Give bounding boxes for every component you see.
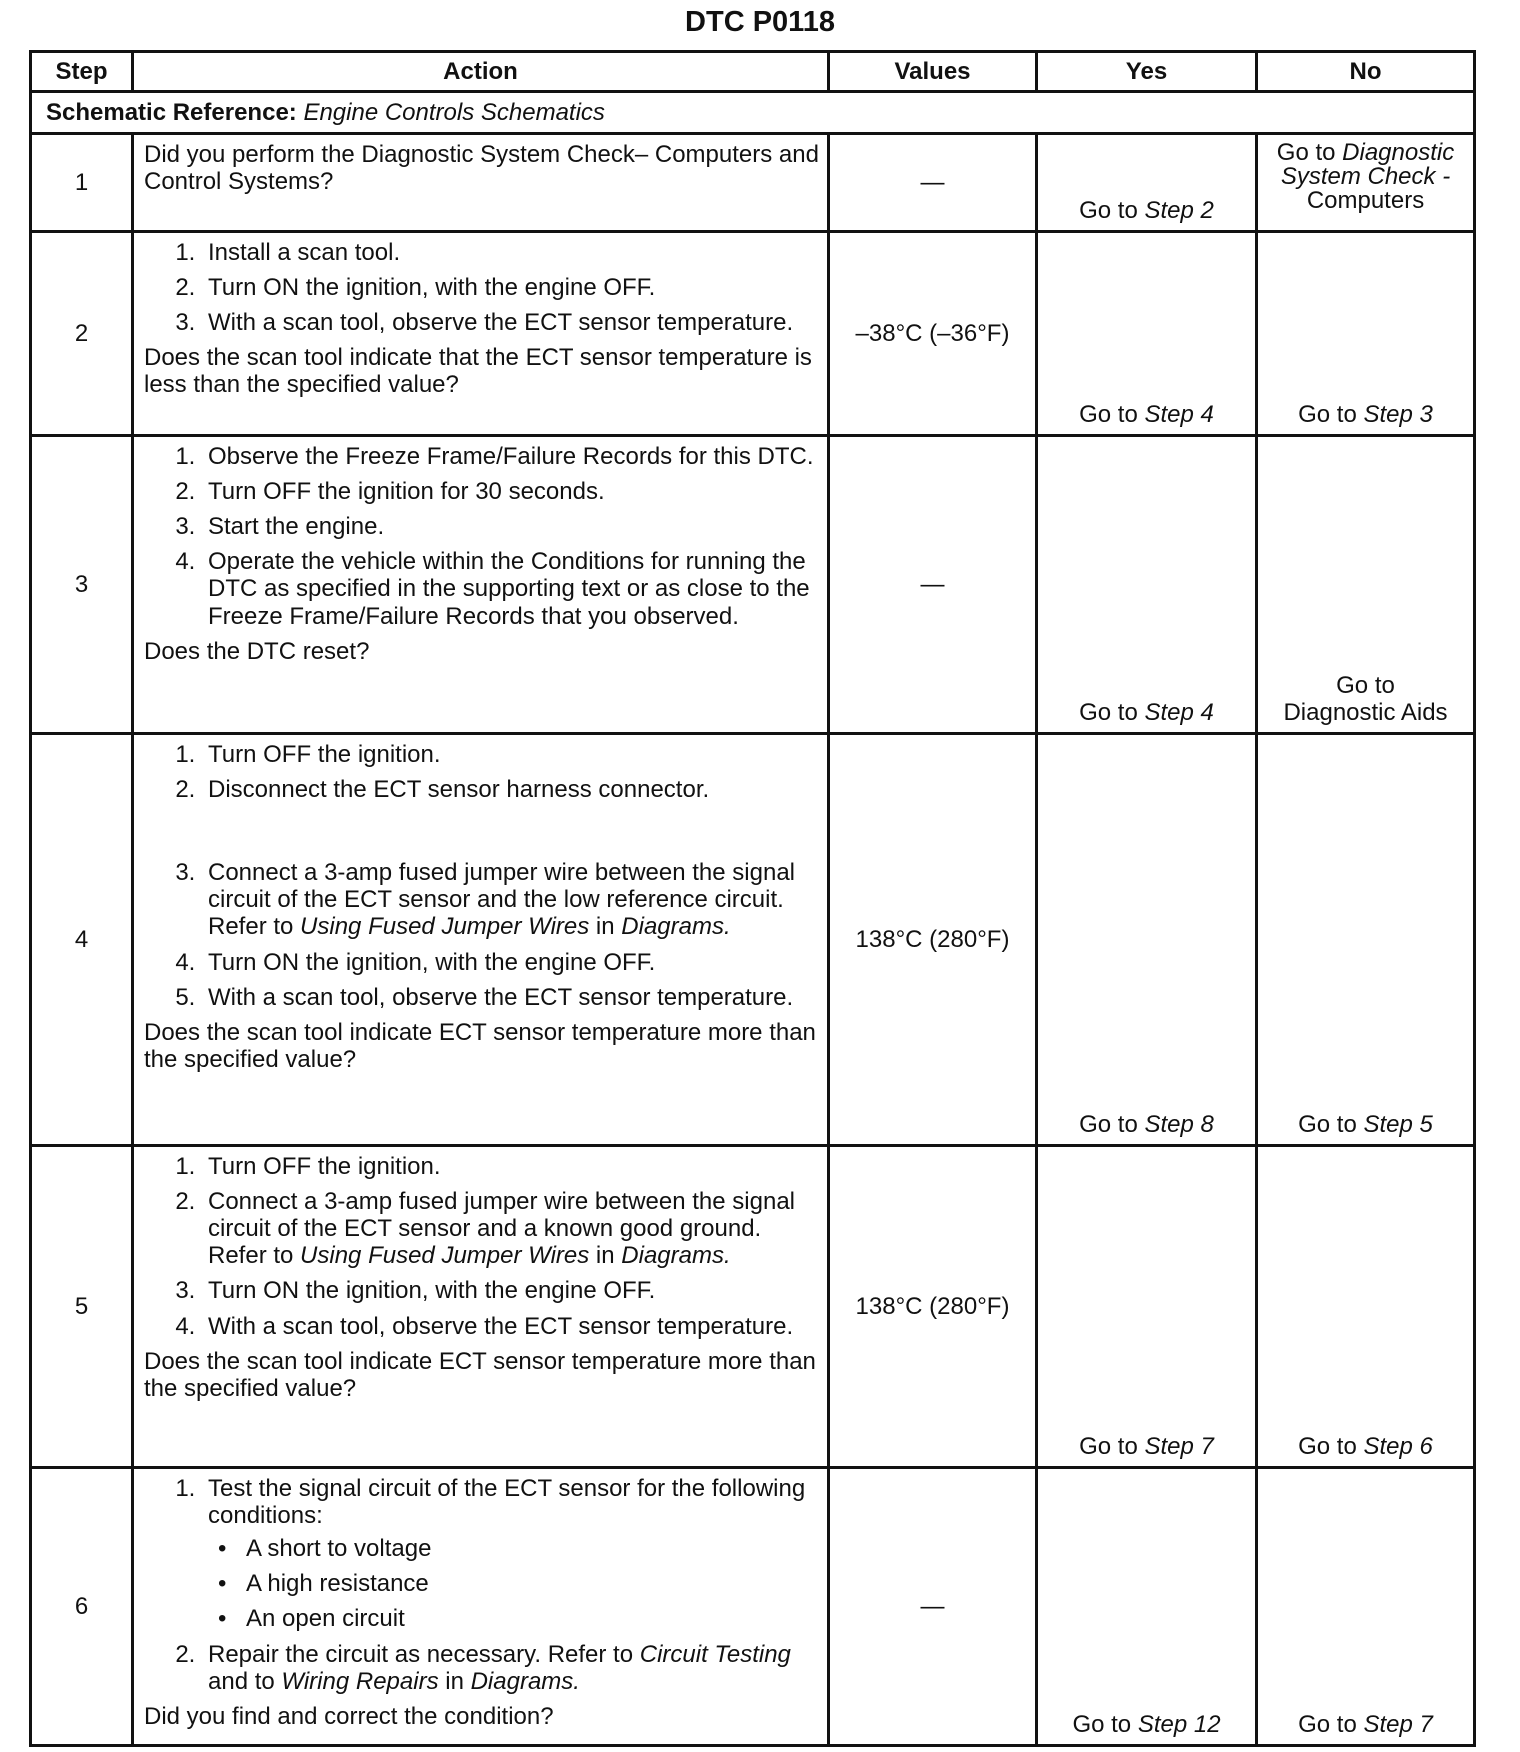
step-number: 2 bbox=[31, 232, 133, 436]
action-step: 2. Turn ON the ignition, with the engine OFF. bbox=[202, 274, 819, 301]
yes-prefix: Go to bbox=[1079, 400, 1145, 428]
no-target-link[interactable]: Step 7 bbox=[1363, 1710, 1433, 1738]
value-cell: 138°C (280°F) bbox=[829, 1146, 1037, 1468]
condition-item: • A short to voltage bbox=[240, 1535, 819, 1562]
no-target-link[interactable]: Step 3 bbox=[1363, 400, 1433, 428]
no-target-link[interactable]: Diagnostic System Check - bbox=[1280, 139, 1455, 190]
action-step-text: Connect a 3-amp fused jumper wire between the signal circuit of the ECT sensor and a known good ground. Refer to bbox=[208, 1188, 795, 1270]
table-row bbox=[31, 1146, 1475, 1468]
action-step: 2. Disconnect the ECT sensor harness connector. bbox=[202, 776, 819, 803]
action-step: 3. Turn ON the ignition, with the engine OFF. bbox=[202, 1277, 819, 1304]
action-cell bbox=[133, 436, 829, 734]
yes-target-link[interactable]: Step 7 bbox=[1144, 1432, 1214, 1460]
action-step: 1. Turn OFF the ignition. bbox=[202, 1153, 819, 1180]
table-row bbox=[31, 734, 1475, 1146]
no-prefix: Go to bbox=[1298, 1432, 1364, 1460]
step-number: 1 bbox=[31, 134, 133, 232]
action-step bbox=[202, 1641, 819, 1695]
action-step: 1. Install a scan tool. bbox=[202, 239, 819, 266]
yes-cell[interactable] bbox=[1037, 232, 1257, 436]
reference-link[interactable]: Wiring Repairs bbox=[281, 1667, 439, 1695]
yes-cell[interactable] bbox=[1037, 1468, 1257, 1746]
yes-prefix: Go to bbox=[1079, 1432, 1145, 1460]
value-cell: — bbox=[829, 436, 1037, 734]
action-step bbox=[202, 1188, 819, 1269]
reference-link[interactable]: Using Fused Jumper Wires bbox=[300, 913, 590, 941]
action-steps bbox=[144, 1153, 819, 1340]
action-steps bbox=[144, 1475, 819, 1695]
action-step-text: in bbox=[589, 913, 622, 941]
header-yes: Yes bbox=[1037, 52, 1257, 92]
no-cell[interactable] bbox=[1257, 134, 1475, 232]
action-question: Does the scan tool indicate that the ECT sensor temperature is less than the specified value? bbox=[144, 344, 812, 399]
action-step: 1. Turn OFF the ignition. bbox=[202, 741, 819, 768]
diagnostic-table bbox=[29, 50, 1476, 1747]
condition-list bbox=[208, 1535, 819, 1632]
step-number: 4 bbox=[31, 734, 133, 1146]
header-no: No bbox=[1257, 52, 1475, 92]
yes-target-link[interactable]: Step 8 bbox=[1144, 1110, 1214, 1138]
no-target-link[interactable]: Step 5 bbox=[1363, 1110, 1433, 1138]
action-steps bbox=[144, 443, 819, 630]
yes-prefix: Go to bbox=[1079, 1110, 1145, 1138]
no-prefix: Go to bbox=[1298, 1710, 1364, 1738]
yes-prefix: Go to bbox=[1072, 1710, 1138, 1738]
no-prefix: Go to bbox=[1336, 671, 1395, 699]
action-cell bbox=[133, 134, 829, 232]
header-values: Values bbox=[829, 52, 1037, 92]
page-title: DTC P0118 bbox=[685, 6, 835, 38]
yes-cell[interactable] bbox=[1037, 134, 1257, 232]
action-step: 4. Operate the vehicle within the Conditions for running the DTC as specified in the supporting text or as close to the Freeze Frame/Failure Records that you observed. bbox=[202, 548, 819, 629]
table-row bbox=[31, 232, 1475, 436]
action-question: Does the DTC reset? bbox=[144, 637, 370, 665]
no-cell[interactable] bbox=[1257, 232, 1475, 436]
table-row bbox=[31, 436, 1475, 734]
no-prefix: Go to bbox=[1298, 400, 1364, 428]
yes-target-link[interactable]: Step 12 bbox=[1137, 1710, 1221, 1738]
action-step-text: Repair the circuit as necessary. Refer to bbox=[208, 1640, 640, 1668]
yes-target-link[interactable]: Step 4 bbox=[1144, 400, 1214, 428]
action-cell bbox=[133, 734, 829, 1146]
action-step-text: in bbox=[589, 1242, 622, 1270]
yes-target-link[interactable]: Step 2 bbox=[1144, 196, 1214, 224]
action-question: Did you find and correct the condition? bbox=[144, 1702, 554, 1730]
step-number: 5 bbox=[31, 1146, 133, 1468]
no-suffix: Computers bbox=[1306, 187, 1425, 214]
action-step-text: and to bbox=[208, 1667, 282, 1695]
action-step: 1. Observe the Freeze Frame/Failure Records for this DTC. bbox=[202, 443, 819, 470]
no-prefix: Go to bbox=[1276, 139, 1343, 166]
table-header-row bbox=[31, 52, 1475, 92]
no-target-link[interactable]: Step 6 bbox=[1363, 1432, 1433, 1460]
action-step: 4. With a scan tool, observe the ECT sensor temperature. bbox=[202, 1313, 819, 1340]
value-cell: 138°C (280°F) bbox=[829, 734, 1037, 1146]
no-cell[interactable] bbox=[1257, 436, 1475, 734]
header-action: Action bbox=[133, 52, 829, 92]
yes-cell[interactable] bbox=[1037, 1146, 1257, 1468]
action-question: Does the scan tool indicate ECT sensor temperature more than the specified value? bbox=[144, 1018, 816, 1073]
action-step bbox=[202, 859, 819, 940]
table-row bbox=[31, 134, 1475, 232]
reference-link[interactable]: Diagrams. bbox=[621, 1242, 731, 1270]
action-step-text: Test the signal circuit of the ECT sensor for the following conditions: bbox=[208, 1475, 806, 1530]
action-question: Does the scan tool indicate ECT sensor temperature more than the specified value? bbox=[144, 1347, 816, 1402]
action-step: 5. With a scan tool, observe the ECT sensor temperature. bbox=[202, 984, 819, 1011]
reference-link[interactable]: Diagrams. bbox=[621, 913, 731, 941]
yes-prefix: Go to bbox=[1079, 698, 1145, 726]
action-question: Did you perform the Diagnostic System Check– Computers and Control Systems? bbox=[144, 141, 819, 196]
no-target-link[interactable]: Diagnostic Aids bbox=[1283, 698, 1448, 726]
value-cell: — bbox=[829, 1468, 1037, 1746]
schematic-reference-label: Schematic Reference: bbox=[46, 98, 297, 126]
step-number: 6 bbox=[31, 1468, 133, 1746]
yes-target-link[interactable]: Step 4 bbox=[1144, 698, 1214, 726]
no-cell[interactable] bbox=[1257, 734, 1475, 1146]
no-cell[interactable] bbox=[1257, 1468, 1475, 1746]
action-step bbox=[202, 1475, 819, 1633]
reference-link[interactable]: Circuit Testing bbox=[639, 1640, 791, 1668]
yes-prefix: Go to bbox=[1079, 196, 1145, 224]
header-step: Step bbox=[31, 52, 133, 92]
value-cell: — bbox=[829, 134, 1037, 232]
action-steps bbox=[144, 239, 819, 336]
action-cell bbox=[133, 1468, 829, 1746]
schematic-reference-link[interactable]: Engine Controls Schematics bbox=[303, 98, 605, 126]
action-cell bbox=[133, 1146, 829, 1468]
schematic-reference bbox=[31, 92, 1475, 134]
table-row bbox=[31, 1468, 1475, 1746]
action-step-text: Connect a 3-amp fused jumper wire between the signal circuit of the ECT sensor and the low reference circuit. Refer to bbox=[208, 859, 795, 941]
action-step-text: in bbox=[438, 1667, 471, 1695]
action-steps bbox=[144, 741, 819, 1011]
value-cell: –38°C (–36°F) bbox=[829, 232, 1037, 436]
step-number: 3 bbox=[31, 436, 133, 734]
condition-item: • A high resistance bbox=[240, 1570, 819, 1597]
schematic-reference-row bbox=[31, 92, 1475, 134]
action-step: 4. Turn ON the ignition, with the engine OFF. bbox=[202, 949, 819, 976]
yes-cell[interactable] bbox=[1037, 734, 1257, 1146]
no-prefix: Go to bbox=[1298, 1110, 1364, 1138]
action-step: 2. Turn OFF the ignition for 30 seconds. bbox=[202, 478, 819, 505]
condition-item: • An open circuit bbox=[240, 1605, 819, 1632]
reference-link[interactable]: Diagrams. bbox=[470, 1667, 580, 1695]
action-step: 3. Start the engine. bbox=[202, 513, 819, 540]
action-cell bbox=[133, 232, 829, 436]
no-cell[interactable] bbox=[1257, 1146, 1475, 1468]
reference-link[interactable]: Using Fused Jumper Wires bbox=[300, 1242, 590, 1270]
yes-cell[interactable] bbox=[1037, 436, 1257, 734]
action-step: 3. With a scan tool, observe the ECT sensor temperature. bbox=[202, 309, 819, 336]
